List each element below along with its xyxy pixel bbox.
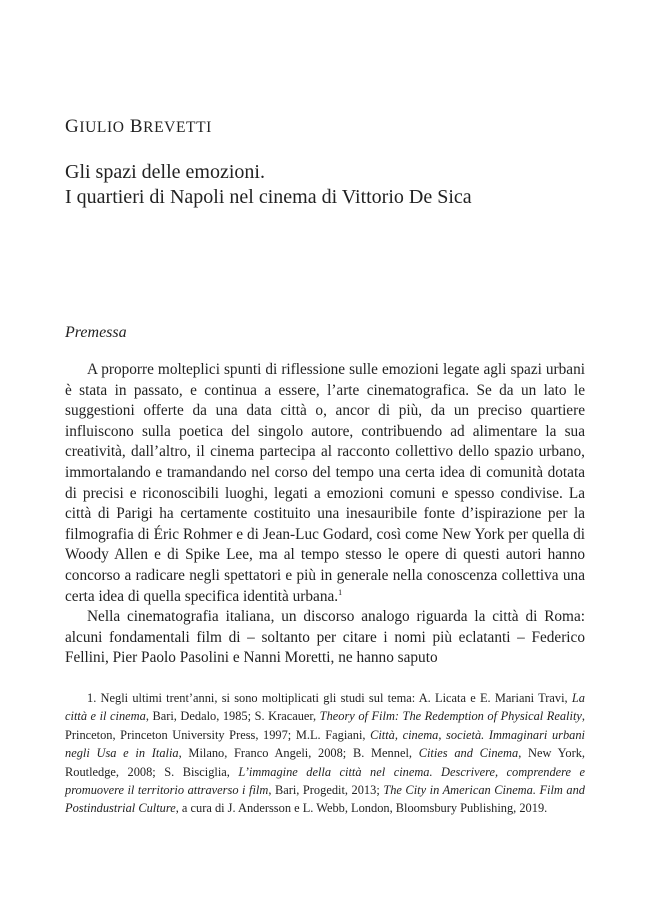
body-paragraph-1-text: A proporre molteplici spunti di riflessione sulle emozioni legate agli spazi urbani è stata in passato, e continua a essere, l’arte cinematografica. Se da un lato le suggestioni offerte da una data città o, ancor di più, da un preciso quartiere influiscono sulla poetica del singolo autore, contribuendo ad alimentare la sua creatività, dall’altro, il cinema partecipa al racconto collettivo dello spazio urbano, immortalando e tramandando nel corso del tempo una certa idea di comunità dotata di precisi e riconoscibili luoghi, legati a emozioni comuni e spesso condivise. La città di Parigi ha certamente costituito una inesauribile fonte d’ispirazione per la filmografia di Éric Rohmer e di Jean-Luc Godard, così come New York per quella di Woody Allen e di Spike Lee, ma al tempo stesso le opere di questi autori hanno concorso a radicare negli spettatori e più in generale nella conoscenza collettiva una certa idea di quella specifica identità urbana.: [65, 361, 585, 605]
chapter-title-line-1: Gli spazi delle emozioni.: [65, 161, 265, 183]
section-heading: Premessa: [65, 324, 127, 341]
footnote-text: , Milano, Franco Angeli, 2008; B. Mennel,: [178, 746, 419, 761]
footnote-text: , New York, Routledge, 2008; S. Bisciglia,: [65, 746, 585, 779]
footnote-text: , Princeton, Princeton University Press, 1997; M.L. Fagiani,: [65, 709, 585, 742]
author-last-name: BREVETTI: [129, 116, 212, 137]
footnote-text: , a cura di J. Andersson e L. Webb, London, Bloomsbury Publishing, 2019.: [175, 801, 548, 816]
footnotes: [65, 689, 585, 818]
chapter-title-line-2: I quartieri di Napoli nel cinema di Vittorio De Sica: [65, 186, 472, 208]
footnote-cited-title: Cities and Cinema: [418, 746, 519, 761]
author-name: [65, 116, 212, 138]
footnote-cited-title: La città e il cinema: [65, 691, 585, 724]
footnote-reference-1: 1: [338, 587, 343, 597]
footnote-cited-title: The City in American Cinema. Film and Postindustrial Culture: [65, 783, 585, 816]
footnote-text: , Bari, Dedalo, 1985; S. Kracauer,: [145, 709, 320, 724]
footnote-cited-title: L’immagine della città nel cinema. Descrivere, comprendere e promuovere il territorio attraverso i film: [65, 764, 585, 798]
footnote-text: , Bari, Progedit, 2013;: [268, 783, 384, 798]
footnote-cited-title: Theory of Film: The Redemption of Physical Reality: [319, 709, 582, 724]
chapter-title: [65, 160, 605, 210]
body-paragraph-2: Nella cinematografia italiana, un discorso analogo riguarda la città di Roma: alcuni fondamentali film di – soltanto per citare i nomi più eclatanti – Federico Fellini, Pier Paolo Pasolini e Nanni Moretti, ne hanno saputo: [65, 608, 585, 667]
body-paragraph-1: [65, 360, 585, 607]
footnote-1: [65, 689, 585, 818]
footnote-cited-title: Città, cinema, società. Immaginari urbani negli Usa e in Italia: [65, 727, 585, 761]
body-text: [65, 360, 585, 669]
author-first-name: GIULIO: [65, 116, 125, 137]
footnote-text: 1. Negli ultimi trent’anni, si sono moltiplicati gli studi sul tema: A. Licata e E. Mariani Travi,: [87, 691, 572, 705]
